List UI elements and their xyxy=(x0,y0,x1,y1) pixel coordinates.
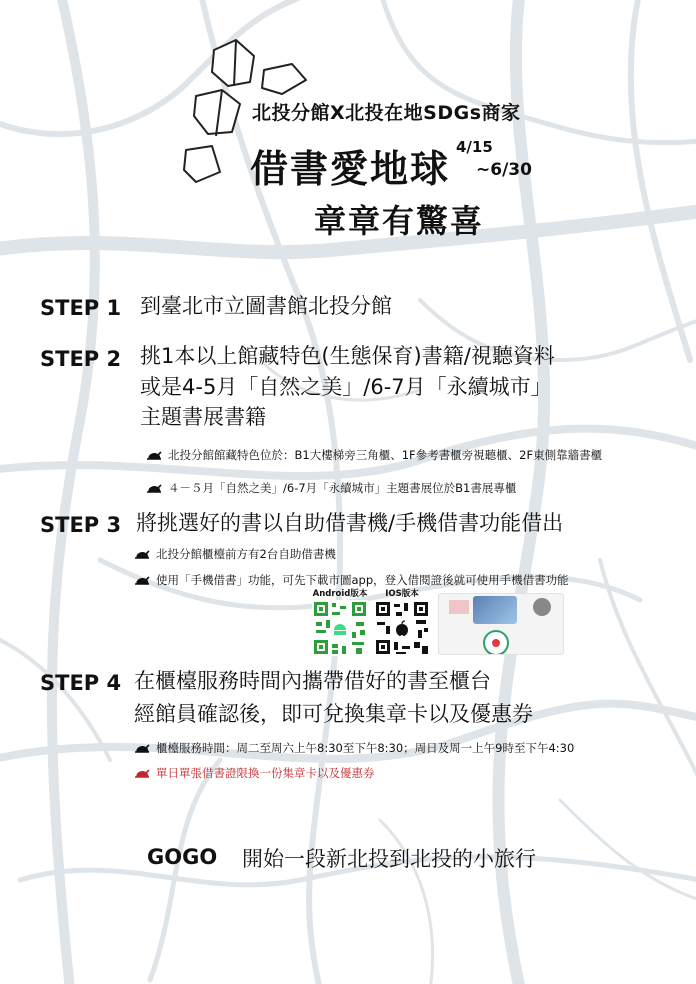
step-4-note-1 xyxy=(134,740,574,756)
turtle-icon xyxy=(146,482,162,494)
ios-qr-label: IOS版本 xyxy=(385,589,419,599)
turtle-icon xyxy=(134,742,150,754)
step-2-note-1-text: 北投分館館藏特色位於：B1大樓梯旁三角櫃、1F參考書櫃旁視聽櫃、2F東側靠牆書櫃 xyxy=(168,448,603,462)
gogo-text: 開始一段新北投到北投的小旅行 xyxy=(242,847,536,871)
step-3-text: 將挑選好的書以自助借書機/手機借書功能借出 xyxy=(136,511,564,535)
turtle-icon xyxy=(134,767,150,779)
date-start: 4/15 xyxy=(456,138,493,156)
step-2-note-2 xyxy=(146,480,516,496)
step-4-note-2-text: 單日單張借書證限換一份集章卡以及優惠券 xyxy=(156,766,375,780)
gogo-label: GOGO xyxy=(147,845,218,869)
app-borrow-button-icon xyxy=(483,630,509,655)
turtle-icon xyxy=(146,449,162,461)
ios-qr-code-icon xyxy=(374,600,430,656)
step-2-text-2: 或是4-5月「自然之美」/6-7月「永續城市」 xyxy=(140,375,552,399)
android-qr-label: Android版本 xyxy=(312,589,368,599)
turtle-icon xyxy=(134,548,150,560)
android-qr-code-icon xyxy=(312,600,368,656)
step-3-label: STEP 3 xyxy=(40,513,122,537)
step-4-text-1: 在櫃檯服務時間內攜帶借好的書至櫃台 xyxy=(134,669,491,693)
app-screenshot-image xyxy=(473,596,517,624)
campaign-partners: 北投分館X北投在地SDGs商家 xyxy=(252,102,521,124)
step-3-note-1 xyxy=(134,546,336,562)
app-screenshot-banner xyxy=(449,600,469,614)
step-4-note-2 xyxy=(134,765,375,781)
android-qr[interactable] xyxy=(312,589,368,660)
step-4-text-2: 經館員確認後，即可兌換集章卡以及優惠券 xyxy=(134,702,533,726)
step-1-label: STEP 1 xyxy=(40,296,122,320)
step-2-note-2-text: ４－５月「自然之美」/6-7月「永續城市」主題書展位於B1書展專櫃 xyxy=(168,481,517,495)
date-end: ~6/30 xyxy=(476,160,532,180)
app-screenshot xyxy=(438,593,564,655)
app-screenshot-avatar xyxy=(533,598,551,616)
step-3-note-2-text: 使用「手機借書」功能，可先下載市圖app，登入借閱證後就可使用手機借書功能 xyxy=(156,573,569,587)
campaign-subtitle: 章章有驚喜 xyxy=(314,202,485,240)
step-1-text: 到臺北市立圖書館北投分館 xyxy=(140,294,392,318)
step-2-text-3: 主題書展書籍 xyxy=(140,405,266,429)
step-3-note-2 xyxy=(134,572,569,588)
step-2-label: STEP 2 xyxy=(40,347,122,371)
step-2-note-1 xyxy=(146,447,602,463)
ios-qr[interactable] xyxy=(374,589,430,660)
step-2-text-1: 挑1本以上館藏特色(生態保育)書籍/視聽資料 xyxy=(140,344,555,368)
campaign-title: 借書愛地球 xyxy=(250,147,451,191)
turtle-icon xyxy=(134,574,150,586)
step-4-label: STEP 4 xyxy=(40,671,122,695)
step-3-note-1-text: 北投分館櫃檯前方有2台自助借書機 xyxy=(156,547,336,561)
step-4-note-1-text: 櫃檯服務時間：周二至周六上午8:30至下午8:30；周日及周一上午9時至下午4:30 xyxy=(156,741,575,755)
